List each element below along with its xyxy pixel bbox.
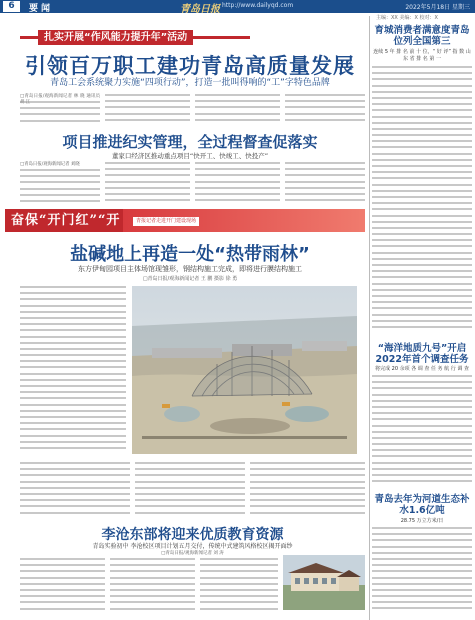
body-text-4c xyxy=(200,558,278,616)
body-text-1c xyxy=(195,94,280,128)
masthead xyxy=(0,0,475,13)
right-subheadline-1: 连续 5 年 排 名 前 十 位，“ 好 评” 指 数 山 东 省 排 名 第 一 xyxy=(373,49,471,62)
byline-3: □青岛日报/观海新闻记者 王 鹏 摄影 徐 勇 xyxy=(142,276,238,282)
body-text-1d xyxy=(285,94,365,128)
subheadline-4: 青岛实验初中 李沧校区项目计划五月交付，传统中式建筑风格校区揭开面纱 xyxy=(92,543,293,550)
body-text-4a xyxy=(20,558,105,616)
website-url[interactable]: http://www.dailyqd.com xyxy=(222,2,294,9)
right-headline-1: 育城消费者满意度青岛位列全国第三 xyxy=(374,25,470,47)
body-text-3d xyxy=(250,462,365,520)
right-body-3 xyxy=(372,527,472,617)
construction-site-photo xyxy=(132,286,357,454)
paper-logo: 青岛日报 xyxy=(180,4,220,15)
headline-4: 李沧东部将迎来优质教育资源 xyxy=(101,527,284,543)
right-body-1 xyxy=(372,66,472,338)
headline-2: 项目推进纪实管理，全过程督查促落实 xyxy=(62,133,318,151)
section-title: 要闻 xyxy=(29,4,54,14)
column-divider xyxy=(369,16,370,620)
right-subheadline-3: 28.75 万立方米/日 xyxy=(400,518,444,524)
body-text-2a xyxy=(20,169,100,205)
body-text-1b xyxy=(105,94,190,128)
body-text-3a xyxy=(20,286,126,458)
body-text-4b xyxy=(110,558,195,616)
issue-date: 2022年5月18日 星期三 xyxy=(405,4,470,11)
headline-1: 引领百万职工建功青岛高质量发展 xyxy=(25,54,355,78)
right-headline-3: 青岛去年为河道生态补水1.6亿吨 xyxy=(374,494,470,516)
subheadline-3: 东方伊甸园项目主体场馆现雏形，钢结构施工完成，即将进行膜结构施工 xyxy=(78,265,302,273)
section-banner-title: 奋保“开门红”“开门红” xyxy=(5,209,123,232)
body-text-2d xyxy=(285,162,365,205)
byline-4: □青岛日报/观海新闻记者 刘 涛 xyxy=(161,551,224,556)
campaign-banner xyxy=(20,30,250,45)
body-text-3c xyxy=(135,462,245,520)
byline-2: □青岛日报/观海新闻记者 刘晓 xyxy=(20,162,80,167)
editor-credits: 主编：XX 美编：X 校对：X xyxy=(376,15,438,21)
byline-1: □青岛日报/观海新闻记者 林 晓 通讯员 xyxy=(20,94,100,99)
body-text-3b xyxy=(20,462,130,520)
headline-3: 盐碱地上再造一处“热带雨林” xyxy=(70,244,310,265)
body-text-2b xyxy=(105,162,190,205)
right-headline-2: “海洋地质九号”开启2022年首个调查任务 xyxy=(375,343,469,365)
section-banner xyxy=(5,209,365,251)
section-banner-tag: 青报记者走进开门建设现场 xyxy=(133,217,199,226)
page-number: 6 xyxy=(3,1,20,12)
body-text-1a xyxy=(20,101,100,127)
right-subheadline-2: 将完成 20 余项 各 调 查 任 务 航 行 调 查 xyxy=(375,366,469,372)
right-body-2 xyxy=(372,375,472,489)
subheadline-1: 青岛工会系统聚力实施“四项行动”，打造一批叫得响的“工”字特色品牌 xyxy=(50,78,330,88)
subheadline-2: 董家口经济区推动重点项目“快开工、快竣工、快投产” xyxy=(111,152,269,160)
body-text-2c xyxy=(195,162,280,205)
banner-label: 扎实开展“作风能力提升年”活动 xyxy=(38,30,193,45)
school-rendering-photo xyxy=(283,555,365,610)
